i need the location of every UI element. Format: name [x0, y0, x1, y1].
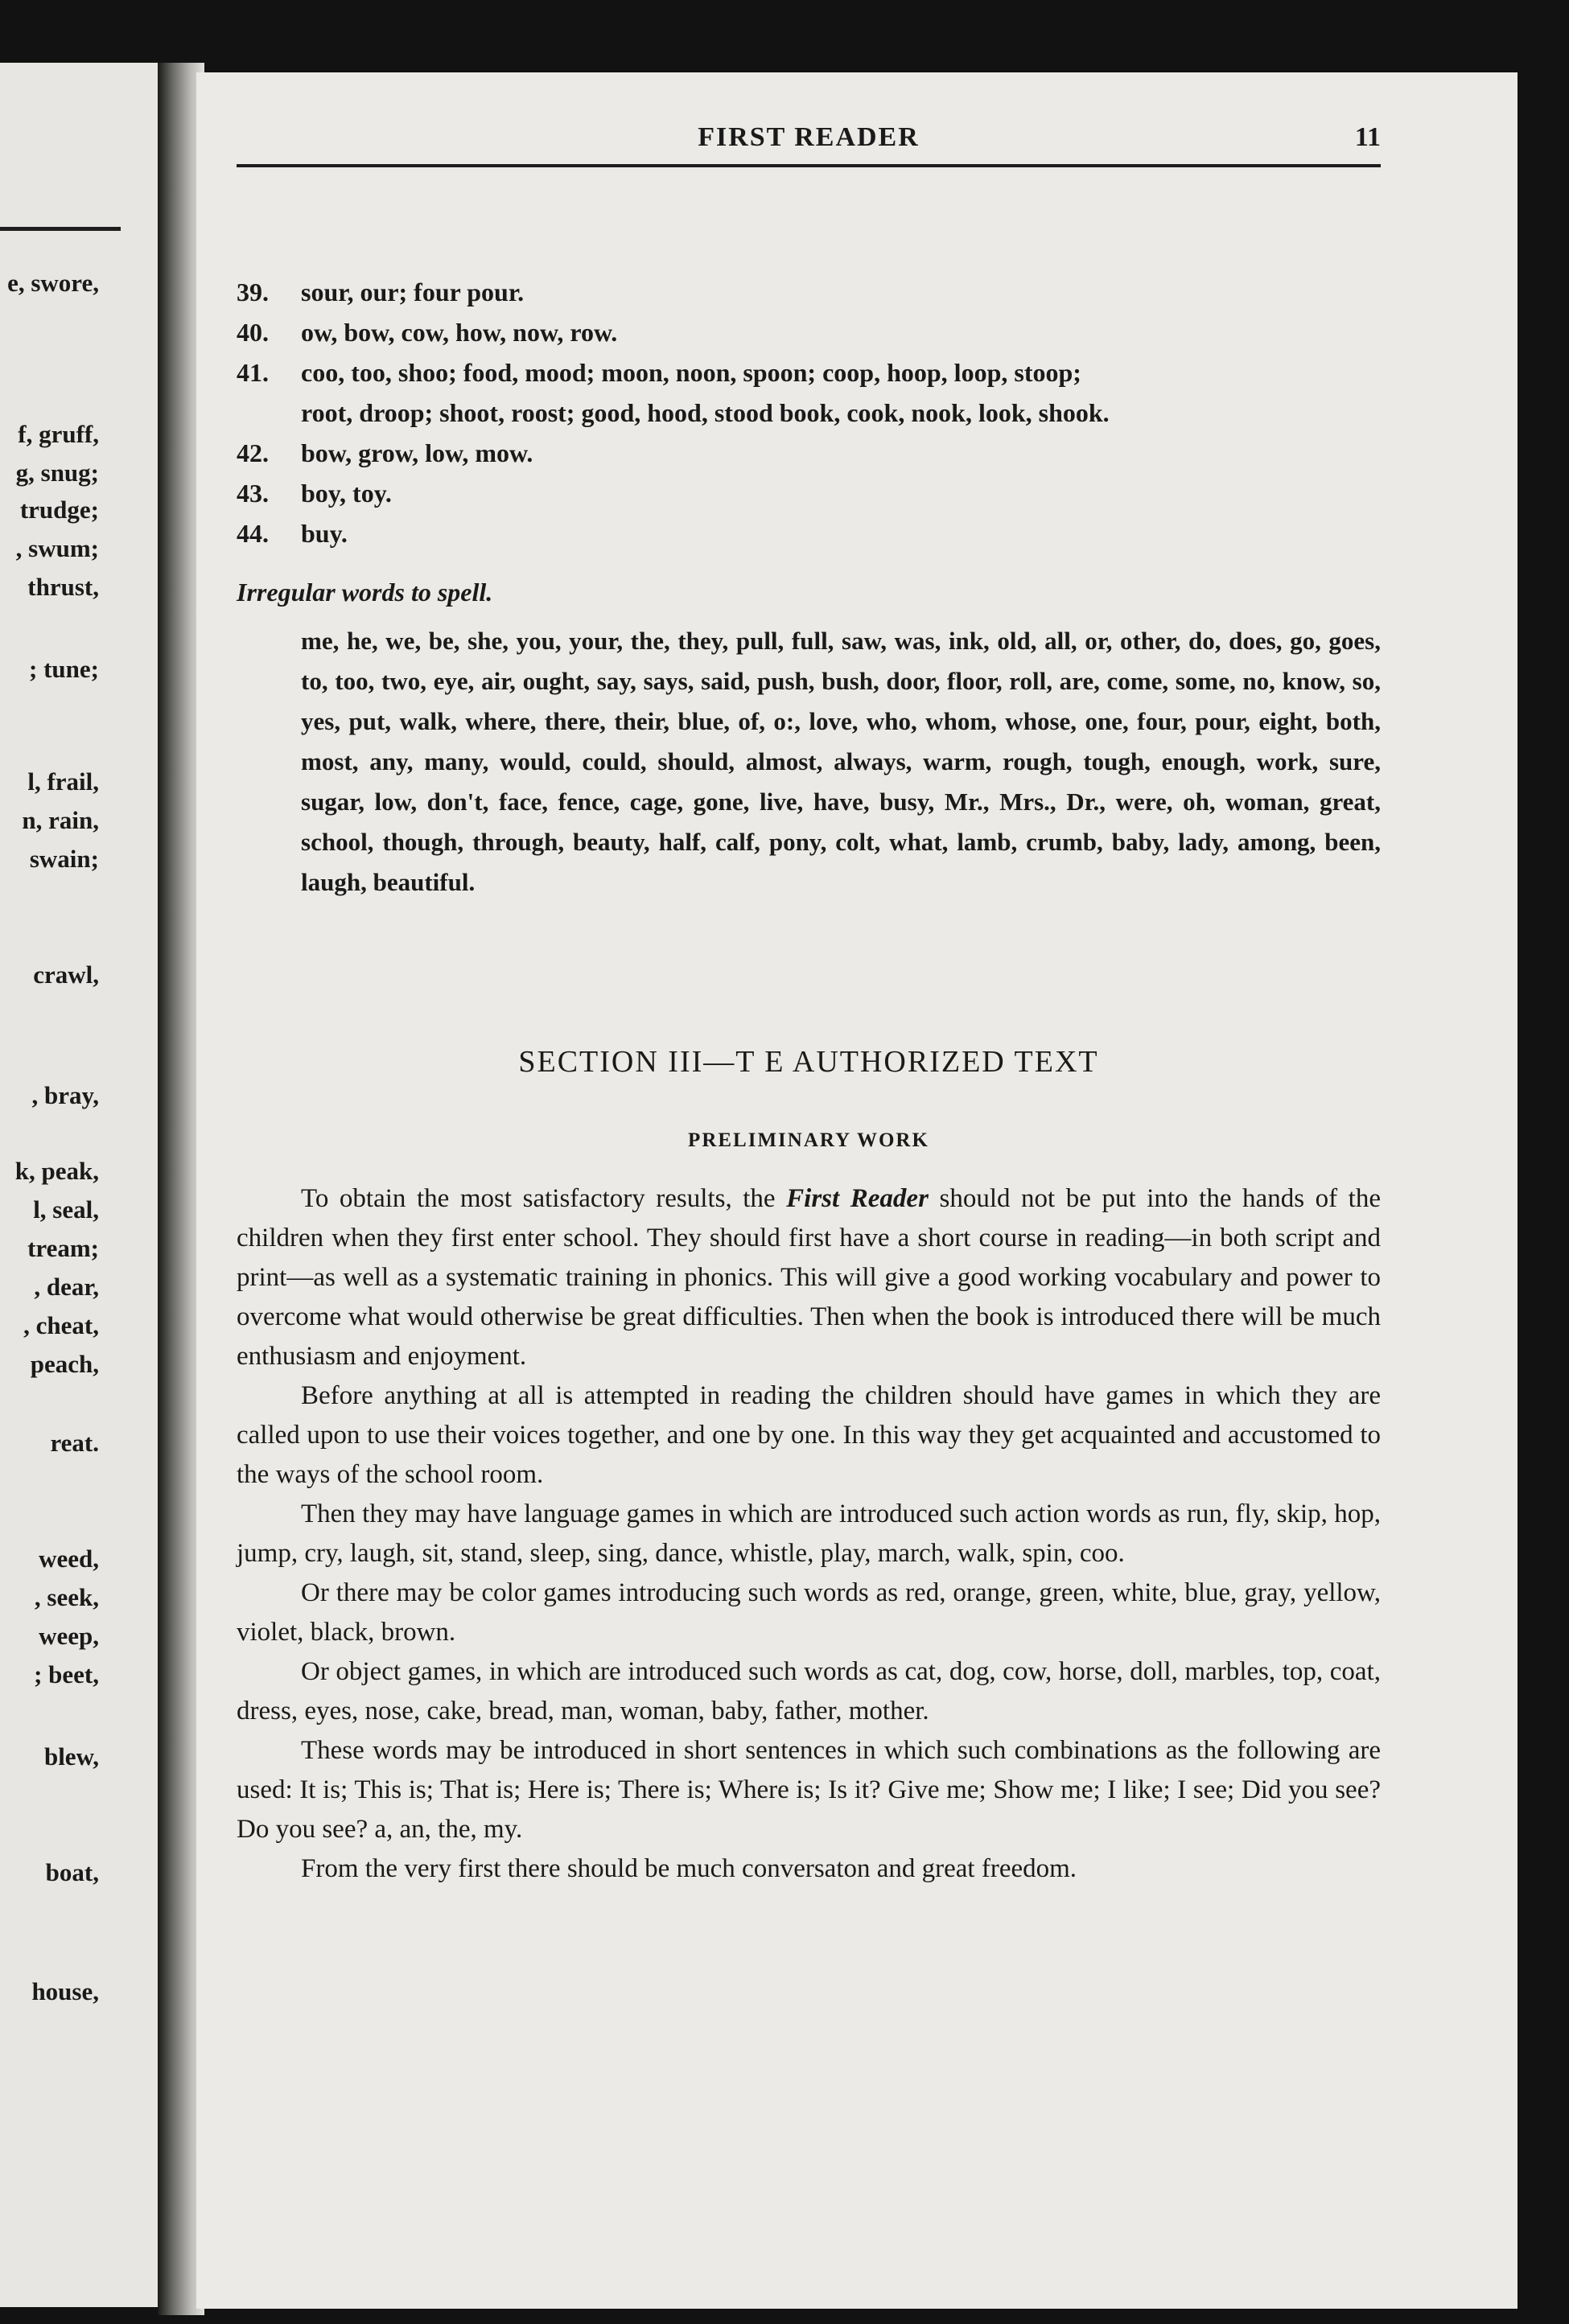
- lesson-number: 42.: [237, 438, 269, 467]
- lesson-line: [237, 352, 1381, 393]
- lesson-number: 43.: [237, 479, 269, 508]
- section-subheading: PRELIMINARY WORK: [688, 1129, 929, 1151]
- left-fragment: , bray,: [31, 1081, 99, 1109]
- left-fragment: l, frail,: [27, 767, 99, 796]
- left-fragment: peach,: [30, 1350, 99, 1378]
- left-fragment: boat,: [45, 1858, 99, 1886]
- paragraph: Before anything at all is attempted in reading the children should have games in which they are called upon to use their voices together, and one by one. In this way they get acquainted and accustomed to the ways of the school room.: [237, 1381, 1381, 1489]
- left-fragment: e, swore,: [7, 269, 99, 297]
- left-fragment: , swum;: [15, 534, 99, 562]
- left-fragment: g, snug;: [15, 459, 99, 487]
- lesson-line: [237, 312, 1381, 352]
- lesson-number: 44.: [237, 519, 269, 548]
- left-fragment: weep,: [39, 1622, 99, 1650]
- lesson-text: ow, bow, cow, how, now, row.: [301, 318, 618, 347]
- left-fragment: f, gruff,: [18, 420, 99, 448]
- section-heading: SECTION III—T E AUTHORIZED TEXT: [518, 1045, 1099, 1079]
- irregular-words-heading: Irregular words to spell.: [237, 578, 493, 607]
- paragraph: From the very first there should be much conversaton and great freedom.: [301, 1854, 1077, 1883]
- left-fragment: ; tune;: [29, 655, 99, 683]
- left-fragment: weed,: [39, 1545, 99, 1573]
- left-fragment: swain;: [29, 845, 99, 873]
- left-fragment: , seek,: [34, 1583, 99, 1611]
- paragraph: [237, 1179, 1381, 1376]
- left-fragment: trudge;: [19, 496, 99, 524]
- left-fragment: thrust,: [27, 573, 99, 601]
- left-page-edge: [0, 63, 165, 2307]
- left-fragment: k, peak,: [14, 1157, 99, 1185]
- paragraph: Then they may have language games in which are introduced such action words as run, fly, skip, hop, jump, cry, laugh, sit, stand, sleep, sing, dance, whistle, play, march, walk, spin, coo.: [237, 1499, 1381, 1568]
- lesson-text: bow, grow, low, mow.: [301, 438, 533, 467]
- paragraph: Or there may be color games introducing such words as red, orange, green, white, blue, gray, yellow, violet, black, brown.: [237, 1578, 1381, 1647]
- body-text: [237, 1179, 1381, 1889]
- lesson-text: coo, too, shoo; food, mood; moon, noon, spoon; coop, hoop, loop, stoop;: [301, 358, 1081, 387]
- left-fragment: tream;: [27, 1234, 99, 1262]
- lesson-line: [237, 272, 1381, 312]
- left-fragment: , cheat,: [23, 1311, 99, 1339]
- left-fragment: house,: [31, 1977, 99, 2005]
- lesson-line: [237, 473, 1381, 513]
- lesson-text: boy, toy.: [301, 479, 392, 508]
- lesson-line: [237, 513, 1381, 553]
- left-page-rule: [0, 227, 121, 231]
- lesson-number: 41.: [237, 358, 269, 387]
- left-fragment: blew,: [43, 1742, 99, 1771]
- left-fragment: crawl,: [33, 960, 99, 989]
- irregular-words-list: me, he, we, be, she, you, your, the, they, pull, full, saw, was, ink, old, all, or, other, do, does, go, goes, to, too, two, eye, air, ought, say, says, said, push, bush, door, floor, roll, are, come, some, no, know, so, yes, put, walk, where, there, their, blue, of, o:, love, who, whom, whose, one, four, pour, eight, both, most, any, many, would, could, should, almost, always, warm, rough, tough, enough, work, sure, sugar, low, don't, face, fence, cage, gone, live, have, busy, Mr., Mrs., Dr., were, oh, woman, great, school, though, through, beauty, half, calf, pony, colt, what, lamb, crumb, baby, lady, among, been, laugh, beautiful.: [301, 627, 1381, 896]
- paragraph-text: should not be put into the hands of the children when they first enter school. They should first have a short course in reading—in both script and print—as well as a systematic training in phonics. This will give a good working vocabulary and power to overcome what would otherwise be great difficulties. Then when the book is introduced there will be much enthusiasm and enjoyment.: [237, 1184, 1381, 1371]
- page-number: 11: [1354, 122, 1381, 152]
- lesson-number: 39.: [237, 278, 269, 306]
- lesson-text: buy.: [301, 519, 348, 548]
- left-fragment: ; beet,: [34, 1660, 99, 1688]
- paragraph: These words may be introduced in short sentences in which such combinations as the following are used: It is; This is; That is; Here is; There is; Where is; Is it? Give me; Show me; I like; I see; Did you see? Do you see? a, an, the, my.: [237, 1736, 1381, 1844]
- paragraph: Or object games, in which are introduced such words as cat, dog, cow, horse, doll, marbles, top, coat, dress, eyes, nose, cake, bread, man, woman, baby, father, mother.: [237, 1657, 1381, 1726]
- lesson-text: sour, our; four pour.: [301, 278, 525, 306]
- left-fragment: reat.: [50, 1429, 99, 1457]
- left-fragment: , dear,: [34, 1273, 99, 1301]
- running-title: FIRST READER: [698, 122, 920, 152]
- left-fragment: l, seal,: [33, 1195, 99, 1224]
- lesson-continuation: root, droop; shoot, roost; good, hood, stood book, cook, nook, look, shook.: [301, 398, 1110, 427]
- lesson-number: 40.: [237, 318, 269, 347]
- left-fragment: n, rain,: [22, 806, 99, 834]
- header-rule: [237, 164, 1381, 167]
- lesson-line: [237, 433, 1381, 473]
- book-title-emphasis: First Reader: [786, 1184, 929, 1213]
- paragraph-text: To obtain the most satisfactory results, the: [301, 1184, 787, 1213]
